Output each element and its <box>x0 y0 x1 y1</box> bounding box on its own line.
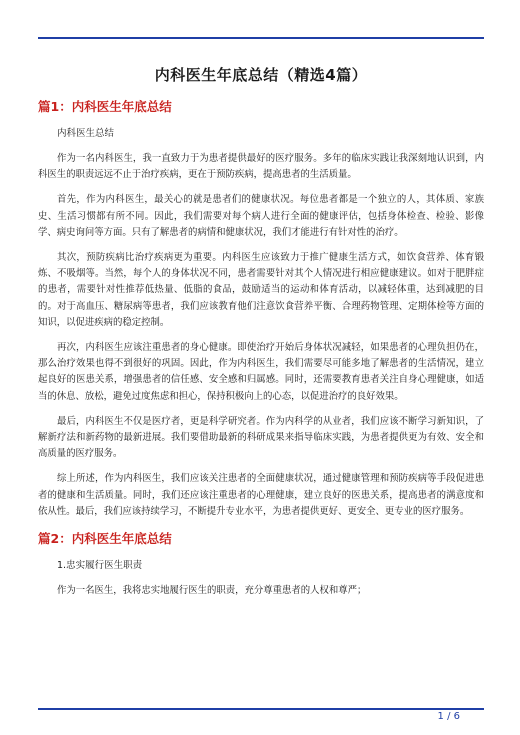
section-heading: 篇2：内科医生年底总结 <box>38 531 172 547</box>
paragraph: 最后，内科医生不仅是医疗者，更是科学研究者。作为内科学的从业者，我们应该不断学习新知识，了解新疗法和新药物的最新进展。我们要借助最新的科研成果来指导临床实践，为患者提供更为有效、安全和高质量的医疗服务。 <box>38 415 484 460</box>
paragraph: 作为一名医生，我将忠实地履行医生的职责，充分尊重患者的人权和尊严； <box>57 585 367 597</box>
page-number: 1 / 6 <box>437 711 460 722</box>
paragraph: 首先，作为内科医生，最关心的就是患者们的健康状况。每位患者都是一个独立的人，其体质、家族史、生活习惯都有所不同。因此，我们需要对每个病人进行全面的健康评估，包括身体检查、检验、影像学、病史询问等方面。只有了解患者的病情和健康状况，我们才能进行有针对性的治疗。 <box>38 194 484 238</box>
paragraph: 再次，内科医生应该注重患者的身心健康。即使治疗开始后身体状况减轻，如果患者的心理负担仍在，那么治疗效果也得不到很好的巩固。因此，作为内科医生，我们需要尽可能多地了解患者的生活情况，建立起良好的医患关系，增强患者的信任感、安全感和归属感。同时，还需要教育患者关注自身心理健康，如适当的休息、放松，避免过度焦虑和担心，保持积极向上的心态，以促进治疗的良好效果。 <box>38 342 484 402</box>
section-subtitle: 内科医生总结 <box>57 128 115 139</box>
footer-rule <box>38 708 484 710</box>
section-subtitle: 1.忠实履行医生职责 <box>57 560 143 572</box>
section-2 <box>38 529 484 599</box>
paragraph: 其次，预防疾病比治疗疾病更为重要。内科医生应该致力于推广健康生活方式，如饮食营养、体育锻炼、不吸烟等。当然，每个人的身体状况不同，患者需要针对其个人情况进行相应健康建议。如对于肥胖症的患者，需要针对性推荐低热量、低脂的食品，鼓励适当的运动和体育活动，以减轻体重，达到减肥的目的。对于高血压、糖尿病等患者，我们应该教育他们注意饮食营养平衡、合理药物管理、定期体检等方面的知识，以促进疾病的稳定控制。 <box>38 252 484 328</box>
document-body <box>38 64 484 608</box>
document-title: 内科医生年底总结（精选4篇） <box>154 66 368 84</box>
section-1 <box>38 97 484 520</box>
paragraph: 作为一名内科医生，我一直致力于为患者提供最好的医疗服务。多年的临床实践让我深刻地认识到，内科医生的职责远远不止于治疗疾病，更在于预防疾病，提高患者的生活质量。 <box>38 153 484 181</box>
header-rule <box>38 37 484 39</box>
section-heading: 篇1：内科医生年底总结 <box>38 99 172 114</box>
paragraph: 综上所述，作为内科医生，我们应该关注患者的全面健康状况，通过健康管理和预防疾病等手段促进患者的健康和生活质量。同时，我们还应该注重患者的心理健康，建立良好的医患关系，提高患者的满意度和依从性。最后，我们应该持续学习，不断提升专业水平，为患者提供更好、更安全、更专业的医疗服务。 <box>38 473 484 517</box>
